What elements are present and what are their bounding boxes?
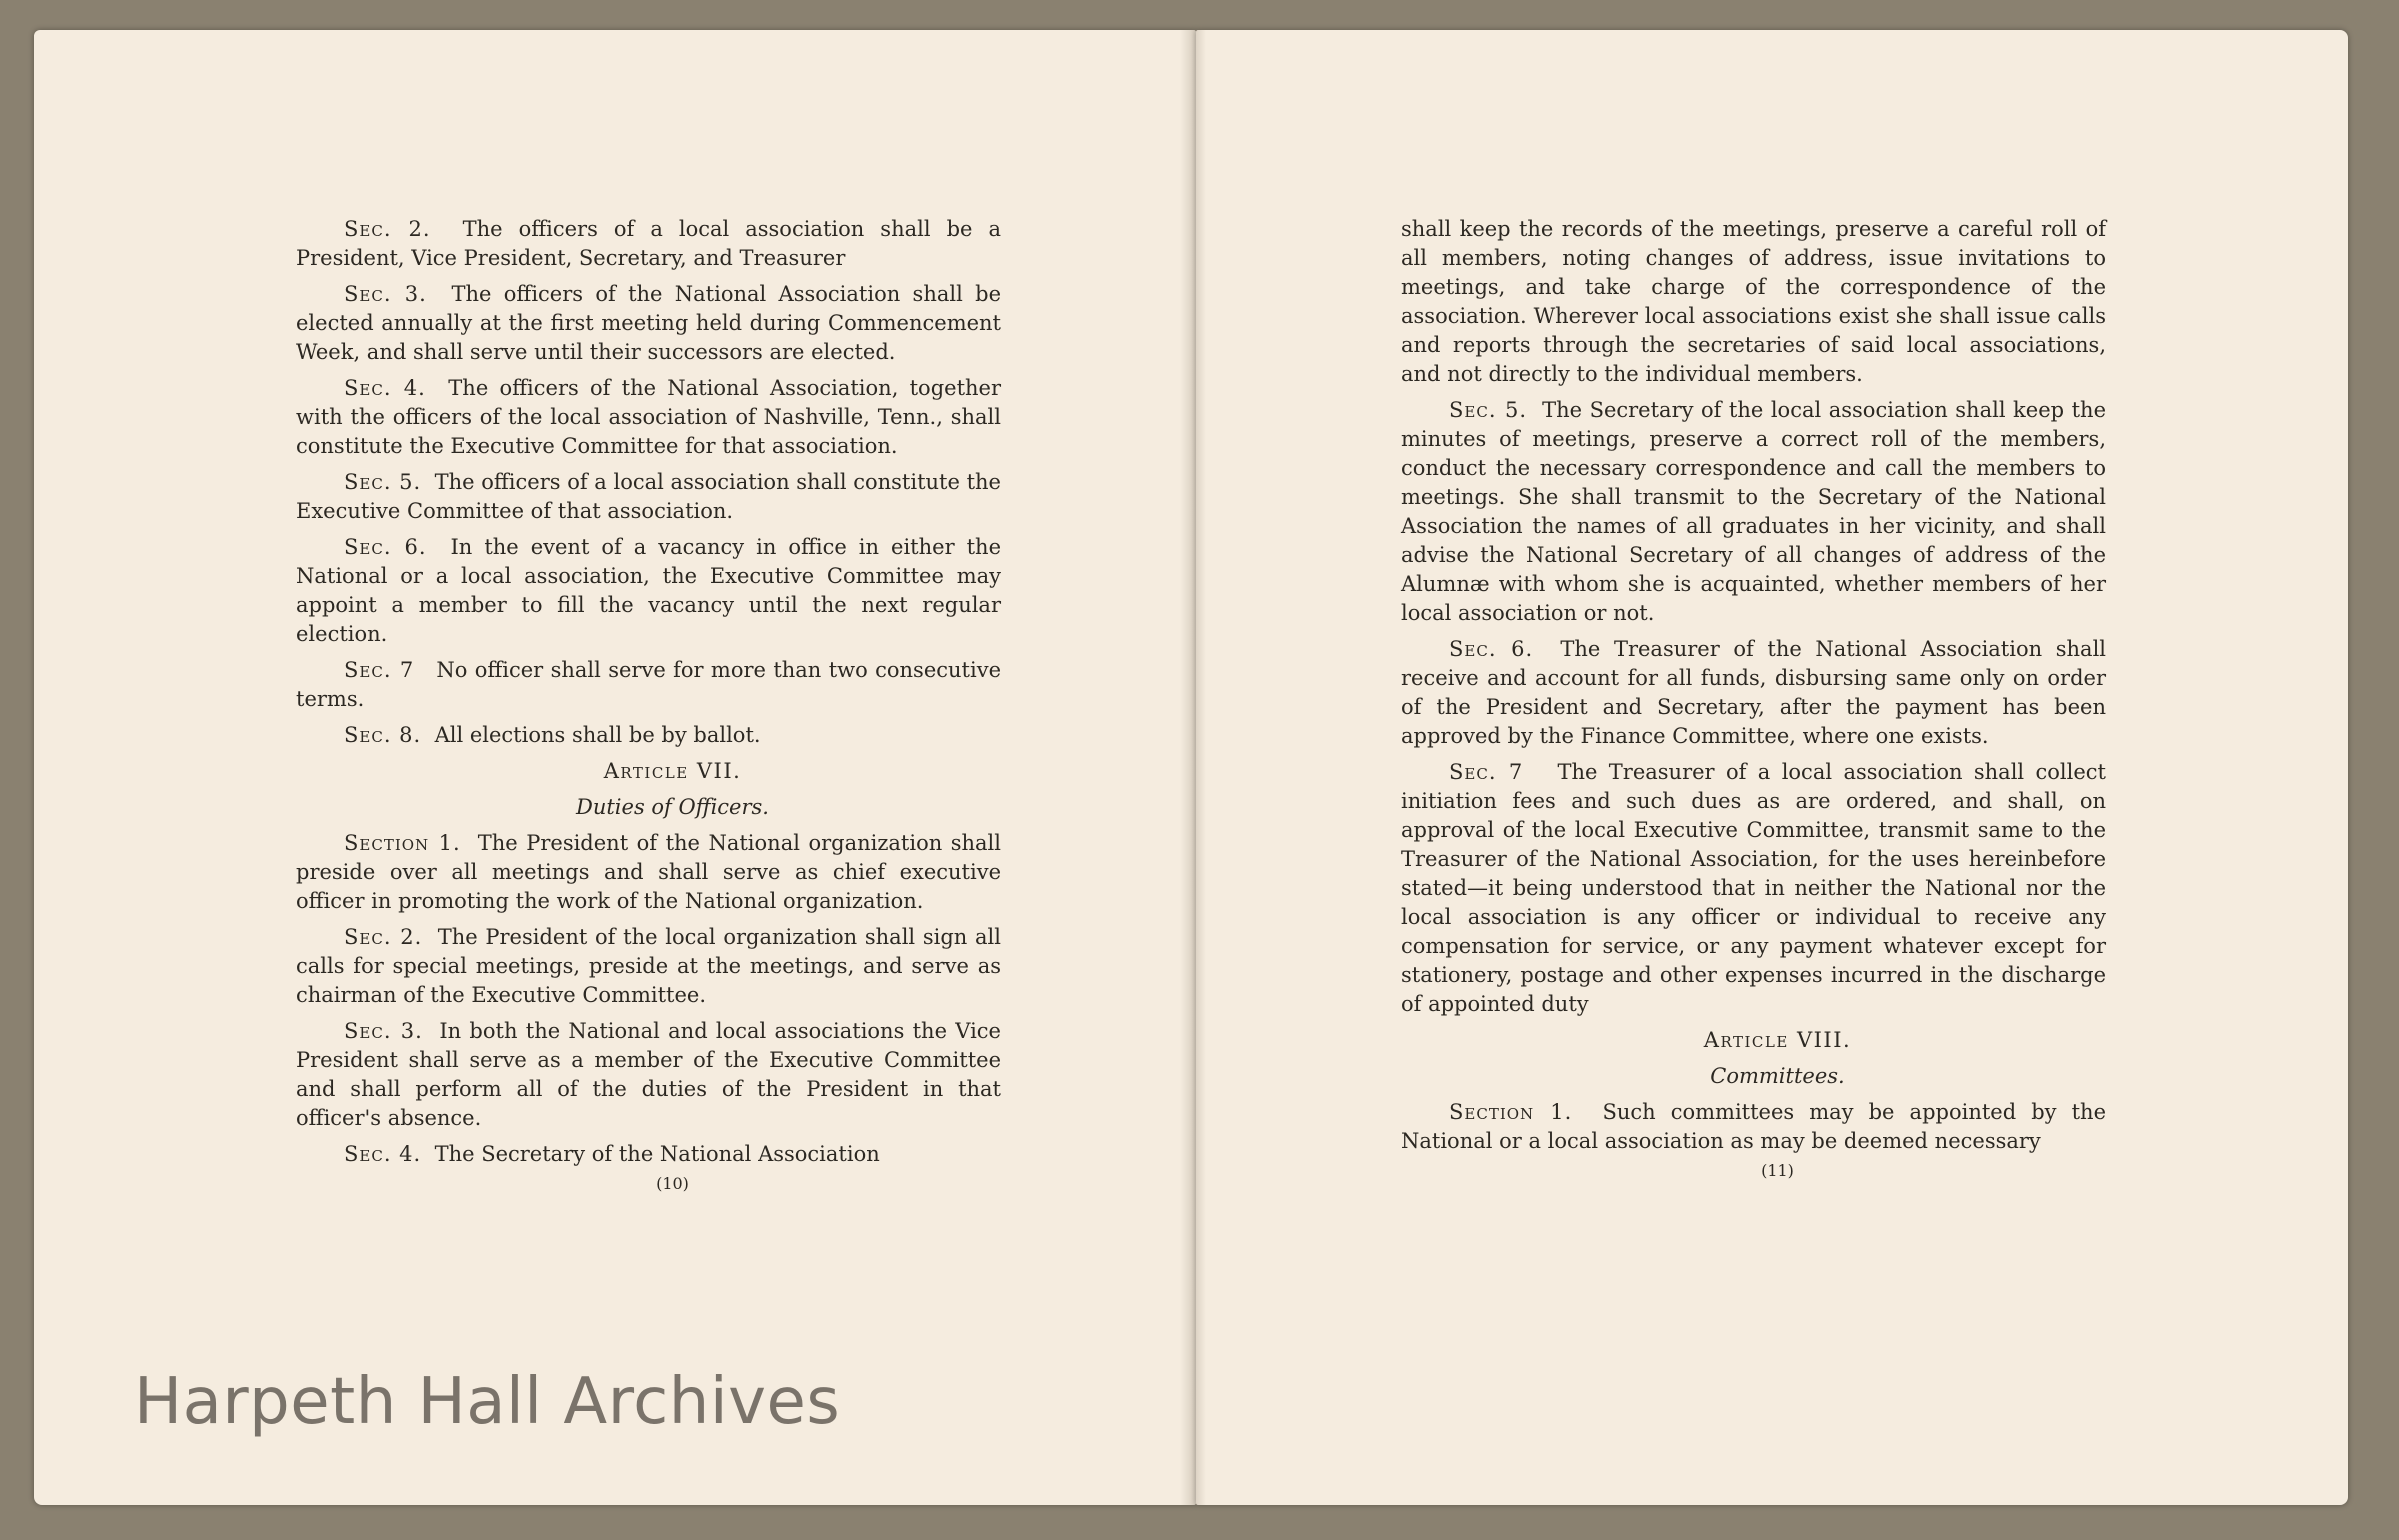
paragraph: Sec. 2. The officers of a local association shall be a President, Vice President, Secretary, and Treasurer [296, 217, 1001, 270]
left-page-text [296, 215, 1001, 1205]
paragraph: Sec. 7 The Treasurer of a local association shall collect initiation fees and such dues as are ordered, and shall, on approval of the local Executive Committee, transmit same to the Treasurer of the National Association, for the uses hereinbefore stated—it being understood that in neither the National nor the local association is any officer or individual to receive any compensation for service, or any payment whatever except for stationery, postage and other expenses incurred in the discharge of appointed duty [1401, 760, 2106, 1016]
right-page-text [1401, 215, 2106, 1192]
page-number: (10) [656, 1174, 689, 1193]
paragraph: Sec. 3. The officers of the National Association shall be elected annually at the first meeting held during Commencement Week, and shall serve until their successors are elected. [296, 282, 1001, 364]
paragraph: Sec. 6. In the event of a vacancy in office in either the National or a local association, the Executive Committee may appoint a member to fill the vacancy until the next regular election. [296, 535, 1001, 646]
paragraph: Section 1. Such committees may be appointed by the National or a local association as may be deemed necessary [1401, 1100, 2106, 1153]
paragraph: Sec. 4. The officers of the National Association, together with the officers of the local association of Nashville, Tenn., shall constitute the Executive Committee for that association. [296, 376, 1001, 458]
right-page [1196, 30, 2348, 1505]
article-heading: Article VII. [603, 759, 742, 783]
paragraph: Section 1. The President of the National organization shall preside over all meetings and shall serve as chief executive officer in promoting the work of the National organization. [296, 831, 1001, 913]
article-title: Duties of Officers. [576, 795, 769, 819]
article-title: Committees. [1710, 1064, 1845, 1088]
article-heading: Article VIII. [1703, 1028, 1852, 1052]
paragraph: Sec. 2. The President of the local organization shall sign all calls for special meetings, preside at the meetings, and serve as chairman of the Executive Committee. [296, 925, 1001, 1007]
paragraph: Sec. 4. The Secretary of the National Association [344, 1142, 880, 1166]
page-number: (11) [1761, 1161, 1794, 1180]
paragraph: Sec. 3. In both the National and local associations the Vice President shall serve as a member of the Executive Committee and shall perform all of the duties of the President in that officer's absence. [296, 1019, 1001, 1130]
paragraph: Sec. 6. The Treasurer of the National Association shall receive and account for all funds, disbursing same only on order of the President and Secretary, after the payment has been approved by the Finance Committee, where one exists. [1401, 637, 2106, 748]
paragraph: Sec. 7 No officer shall serve for more than two consecutive terms. [296, 658, 1001, 711]
book-gutter [1180, 30, 1206, 1505]
paragraph-continuation: shall keep the records of the meetings, preserve a careful roll of all members, noting changes of address, issue invitations to meetings, and take charge of the correspondence of the association. Wherever local associations exist she shall issue calls and reports through the secretaries of said local associations, and not directly to the individual members. [1401, 217, 2106, 386]
archive-watermark: Harpeth Hall Archives [134, 1365, 841, 1439]
paragraph: Sec. 5. The officers of a local association shall constitute the Executive Committee of that association. [296, 470, 1001, 523]
left-page [34, 30, 1196, 1505]
paragraph: Sec. 8. All elections shall be by ballot. [344, 723, 761, 747]
paragraph: Sec. 5. The Secretary of the local association shall keep the minutes of meetings, preserve a correct roll of the members, conduct the necessary correspondence and call the members to meetings. She shall transmit to the Secretary of the National Association the names of all graduates in her vicinity, and shall advise the National Secretary of all changes of address of the Alumnæ with whom she is acquainted, whether members of her local association or not. [1401, 398, 2106, 625]
